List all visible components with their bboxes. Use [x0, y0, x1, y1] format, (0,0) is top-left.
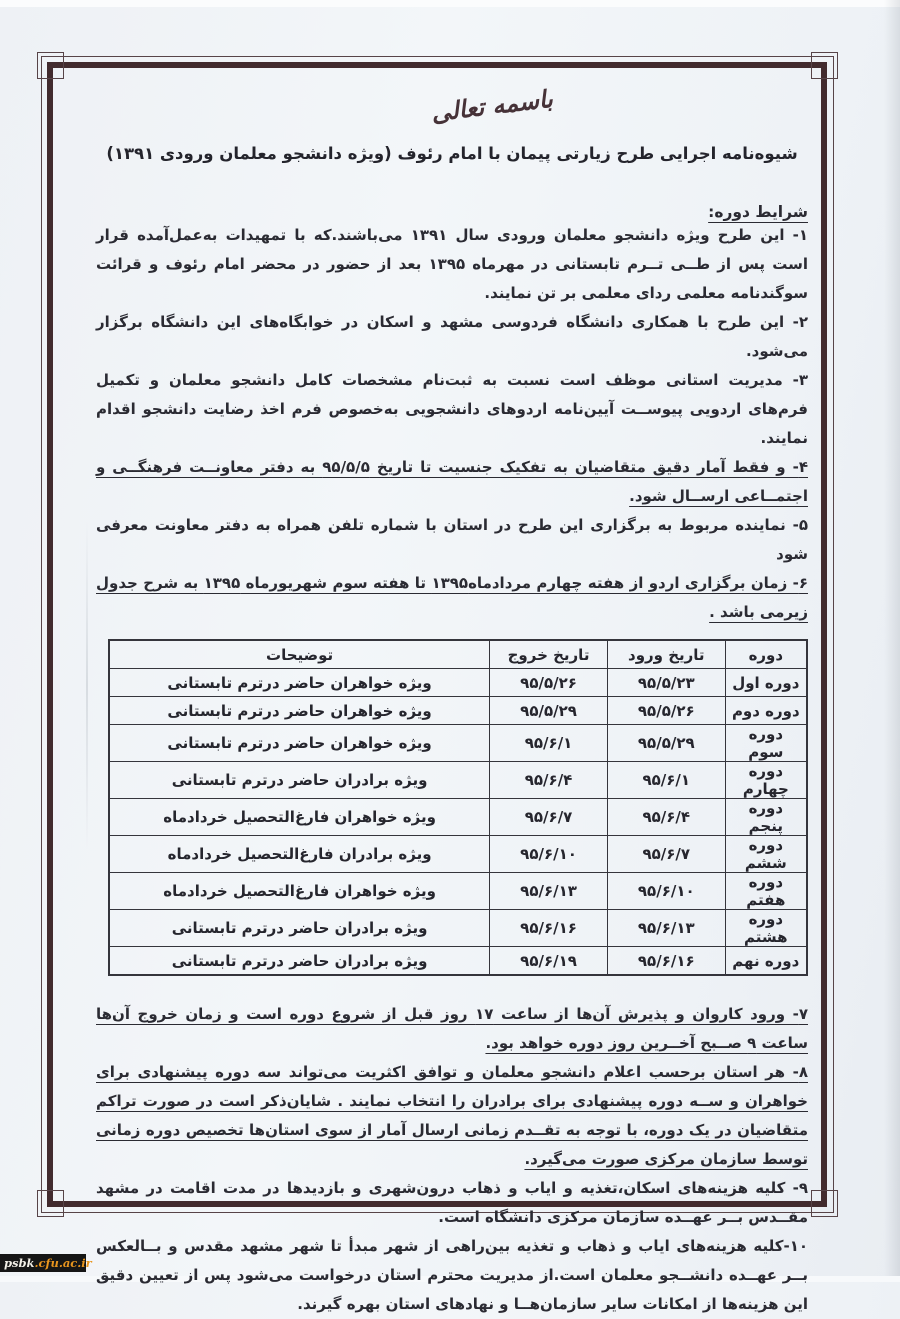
table-row [109, 799, 807, 836]
note-paragraph: ۵- نماینده مربوط به برگزاری این طرح در استان با شماره تلفن همراه به دفتر معاونت معرفی شود [96, 516, 808, 563]
table-cell: دوره هشتم [725, 910, 807, 947]
watermark-prefix: psbk [4, 1256, 35, 1270]
table-header-cell: توضیحات [109, 640, 490, 669]
table-cell: ویژه برادران حاضر درترم تابستانی [109, 947, 490, 976]
border-corner-knot [811, 1190, 838, 1217]
note-paragraph: ۳- مدیریت استانی موظف است نسبت به ثبت‌نام مشخصات کامل دانشجو معلمان و تکمیل فرم‌های اردویی پیوســت آیین‌نامه اردوهای دانشجویی به‌خصوص فرم اخذ رضایت دانشجو اقدام نمایند. [96, 371, 808, 447]
table-header-cell: تاریخ ورود [607, 640, 725, 669]
note-paragraph: ۹- کلیه هزینه‌های اسکان،تغذیه و ایاب و ذهاب درون‌شهری و بازدیدها در مدت اقامت در مشهد مقــدس بــر عهــده سازمان مرکزی دانشگاه است. [96, 1179, 808, 1226]
table-cell: دوره سوم [725, 725, 807, 762]
table-cell: دوره پنجم [725, 799, 807, 836]
table-cell: ویژه خواهران حاضر درترم تابستانی [109, 669, 490, 697]
table-row [109, 947, 807, 976]
table-cell: دوره چهارم [725, 762, 807, 799]
table-cell: ویژه برادران فارغ‌التحصیل خردادماه [109, 836, 490, 873]
table-cell: ۹۵/۶/۴ [607, 799, 725, 836]
notes-before-table [96, 221, 808, 627]
table-header-row [109, 640, 807, 669]
table-cell: ویژه خواهران حاضر درترم تابستانی [109, 725, 490, 762]
note-paragraph: ۴- و فقط آمار دقیق متقاضیان به تفکیک جنسیت تا تاریخ ۹۵/۵/۵ به دفتر معاونــت فرهنگــی و اجتمــاعی ارســال شود. [96, 458, 808, 505]
table-cell: ویژه خواهران فارغ‌التحصیل خردادماه [109, 799, 490, 836]
note-paragraph: ۲- این طرح با همکاری دانشگاه فردوسی مشهد و اسکان در خوابگاه‌های این دانشگاه برگزار می‌شود. [96, 313, 808, 360]
note-paragraph: ۱۰-کلیه هزینه‌های ایاب و ذهاب و تغذیه بین‌راهی از شهر مبدأ تا شهر مشهد مقدس و بــالعکس بــر عهــده دانشــجو معلمان است.از مدیریت محترم استان درخواست می‌شود پس از تعیین دقیق این هزینه‌ها از امکانات سایر سازمان‌هــا و نهادهای استان بهره گیرند. [96, 1237, 808, 1313]
table-cell: ۹۵/۶/۷ [607, 836, 725, 873]
table-row [109, 762, 807, 799]
table-cell: دوره ششم [725, 836, 807, 873]
schedule-table [108, 639, 808, 976]
table-cell: ۹۵/۵/۲۹ [607, 725, 725, 762]
table-row [109, 910, 807, 947]
border-corner-knot [37, 1190, 64, 1217]
site-watermark [0, 1254, 92, 1272]
table-cell: دوره هفتم [725, 873, 807, 910]
table-cell: ۹۵/۶/۱۳ [607, 910, 725, 947]
table-row [109, 697, 807, 725]
document-content [96, 66, 808, 1319]
table-cell: ۹۵/۶/۱۶ [490, 910, 608, 947]
table-cell: ۹۵/۵/۲۳ [607, 669, 725, 697]
note-paragraph: ۷- ورود کاروان و پذیرش آن‌ها از ساعت ۱۷ روز قبل از شروع دوره است و زمان خروج آن‌ها ساعت ۹ صــبح آخــرین روز دوره خواهد بود. [96, 1005, 809, 1052]
table-cell: ۹۵/۶/۱۰ [607, 873, 725, 910]
note-paragraph: ۸- هر استان برحسب اعلام دانشجو معلمان و توافق اکثریت می‌تواند سه دوره پیشنهادی برای خواهران و ســه دوره پیشنهادی برای برادران را انتخاب نمایند . شایان‌ذکر است در صورت تراکم متقاضیان در یک دوره، با توجه به تقــدم زمانی ارسال آمار از سوی استان‌ها تخصیص دوره زمانی توسط سازمان مرکزی صورت می‌گیرد. [96, 1063, 808, 1168]
table-cell: ۹۵/۶/۱۹ [490, 947, 608, 976]
table-row [109, 873, 807, 910]
table-cell: ۹۵/۶/۱ [490, 725, 608, 762]
note-paragraph: ۶- زمان برگزاری اردو از هفته چهارم مردادماه۱۳۹۵ تا هفته سوم شهریورماه ۱۳۹۵ به شرح جدول زیرمی باشد . [96, 574, 808, 621]
section-heading: شرایط دوره: [708, 203, 808, 221]
scan-edge-artifact [0, 0, 900, 7]
table-cell: ویژه برادران حاضر درترم تابستانی [109, 910, 490, 947]
bismillah-calligraphy: باسمه تعالی [429, 84, 555, 128]
note-paragraph: ۱- این طرح ویژه دانشجو معلمان ورودی سال ۱۳۹۱ می‌باشند.که با تمهیدات به‌عمل‌آمده قرار است پس از طــی تــرم تابستانی در مهرماه ۱۳۹۵ بعد از حضور در محضر امام رئوف و قرائت سوگندنامه معلمی ردای معلمی بر تن نمایند. [96, 226, 808, 302]
table-header-cell: دوره [725, 640, 807, 669]
border-corner-knot [37, 52, 64, 79]
notes-after-table [96, 1000, 808, 1319]
table-cell: ۹۵/۶/۴ [490, 762, 608, 799]
table-header-cell: تاریخ خروج [490, 640, 608, 669]
table-cell: ۹۵/۶/۷ [490, 799, 608, 836]
table-cell: دوره اول [725, 669, 807, 697]
table-cell: ۹۵/۶/۱ [607, 762, 725, 799]
table-row [109, 725, 807, 762]
table-cell: دوره دوم [725, 697, 807, 725]
document-title: شیوه‌نامه اجرایی طرح زیارتی پیمان با امام رئوف (ویژه دانشجو معلمان ورودی ۱۳۹۱) [106, 144, 798, 163]
table-cell: ۹۵/۵/۲۶ [607, 697, 725, 725]
table-cell: دوره نهم [725, 947, 807, 976]
table-cell: ویژه برادران حاضر درترم تابستانی [109, 762, 490, 799]
table-cell: ویژه خواهران فارغ‌التحصیل خردادماه [109, 873, 490, 910]
table-cell: ۹۵/۶/۱۳ [490, 873, 608, 910]
watermark-domain: .cfu.ac.ir [34, 1256, 92, 1270]
table-cell: ویژه خواهران حاضر درترم تابستانی [109, 697, 490, 725]
table-cell: ۹۵/۵/۲۹ [490, 697, 608, 725]
table-row [109, 669, 807, 697]
table-cell: ۹۵/۶/۱۶ [607, 947, 725, 976]
table-row [109, 836, 807, 873]
table-cell: ۹۵/۶/۱۰ [490, 836, 608, 873]
scan-edge-artifact [884, 0, 900, 1282]
table-cell: ۹۵/۵/۲۶ [490, 669, 608, 697]
